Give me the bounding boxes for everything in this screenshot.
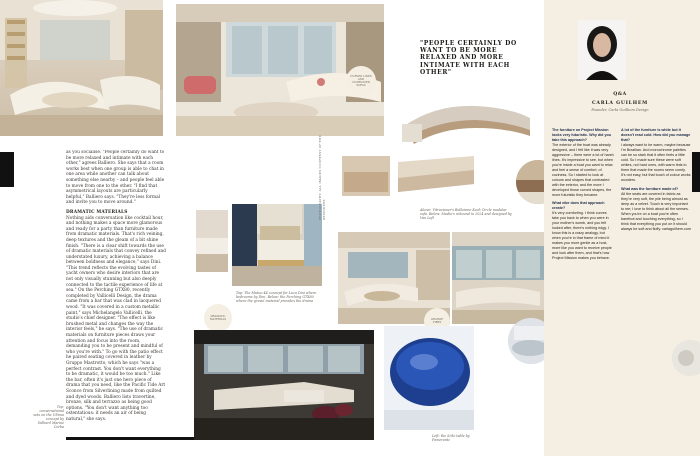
living-illustration: [196, 210, 228, 272]
blue-table-photo: [384, 326, 474, 430]
yacht-lounge-photo: [194, 330, 374, 440]
lounge-photo: [0, 0, 163, 136]
portrait-illustration: [578, 20, 626, 80]
bedroom-photo: [232, 204, 322, 286]
qa-header: [560, 92, 680, 112]
bedroom-caption: Top: The Mutuo 44 concept for Luca Dini where bedrooms by Dini. Below: the Perching GTX80 where the gravel material provides the drama: [236, 291, 317, 304]
left-body-column: [66, 150, 166, 430]
curved-sofa-photo: [396, 86, 536, 146]
answer-1: The exterior of the boat was already designed, and I felt like it was very aggressive – there were a lot of harsh lines. It's impressive to see, but when you're inside a boat you want to relax and feel a sense of comfort, of coziness. So I started to look at colours and shapes that contrasted with the exterior, and the more I developed those curved shapes, the more futuristic they became.: [552, 143, 614, 197]
qa-column-1: [552, 128, 614, 428]
question-4: What was the furniture made of?: [621, 187, 679, 191]
question-1: The furniture on Project Mission looks very futuristic. Why did you take this approach?: [552, 128, 612, 142]
left-black-bar: [0, 152, 14, 187]
blue-table-illustration: [384, 326, 474, 430]
qa-role: Founder, Carla Guilhem Design: [591, 108, 649, 112]
qa-column-2: [621, 128, 691, 428]
curved-sofa-illustration: [396, 86, 536, 146]
qa-label: Q&A: [613, 92, 627, 97]
answer-4: All the seats are covered in fabric as they're very soft, the pile being almost as deep as a velvet. Touch is very important to me; I love to think about all the senses. When you're on a boat you're often barefoot and touching everything, so I think that everything you put on it should always be soft and fluffy. carlaguilhem.com: [621, 192, 691, 231]
sofa-caption: Above: Vitruvianer's Belleisme Koch Circle modular sofa. Below: Studio's rebound in 2024 and designed by Van Loft: [420, 208, 512, 221]
intro-paragraph: as you socialise. "People certainly do want to be more relaxed and intimate with each other," agrees Balliero. She says that a room works best when one group is able to chat in one area while another can talk about something else nearby – and people feel able to move from one to the other. "I find that asymmetrical layouts are particularly helpful," Balliero says. "They're less formal and invite you to move around.": [66, 150, 165, 206]
question-2: What vibe does that approach create?: [552, 201, 605, 210]
modular-sofa-illustration: [338, 152, 478, 204]
answer-2: It's very comforting. I think curves take you back to when you were in your mother's womb, and you felt looked after, there's nothing edgy. I know this is a crazy analogy, but when you're in that frame of mind it makes you more gentle as a host, more like you want to receive people and look after them, and that's how Project Mission makes you behave.: [552, 211, 612, 260]
pull-quote: "PEOPLE CERTAINLY DO WANT TO BE MORE RELAXED AND MORE INTIMATE WITH EACH OTHER": [420, 40, 517, 76]
dramatic-materials-badge: DRAMATIC MATERIALS: [204, 304, 232, 332]
question-3: A lot of the furniture is white but it doesn't read cold. How did you manage that?: [621, 128, 691, 142]
wide-interior-photo: [452, 232, 544, 324]
wide-interior-illustration: [452, 232, 544, 324]
right-black-bar: [692, 152, 700, 192]
lounge-illustration: [0, 0, 163, 136]
living-photo: [196, 210, 228, 272]
designer-portrait: [578, 20, 626, 80]
qa-name: CARLA GUILHEM: [591, 101, 649, 106]
table-caption: Left: the Sirlo table by Pomerantz: [432, 434, 470, 443]
yacht-lounge-illustration: [194, 330, 374, 440]
product-thumbnail: [672, 340, 700, 376]
bottom-left-caption: Top: conversational sets on the Ultima concept by Sidhard Marine Corba: [33, 405, 64, 430]
dramatic-materials-body: Nothing aids conversation like cocktail hour, and nothing makes a space more glamorous and ready for a party than furniture made from dramatic materials. That's rich veining, deep textures and the gleam of a bit shine finish. "There is a clear shift towards the use of dramatic materials that convey refined and understated luxury, achieving a balance between boldness and elegance," says Dini. "This trend reflects the evolving tastes of yacht owners who desire interiors that are not only visually stunning but also deeply connected to the tactile experience of life at sea." On the Perching GTX80, recently completed by Vallicelli Design, the drama came from a bar that was clad in lacquered wood. "It was covered in a custom metallic paint," says Michelangelo Vallicelli, the studio's chief designer. "The effect is like brushed metal and changes the way the interior feels," he says. "The use of dramatic materials on furniture pieces draws your attention and focus into the room, demanding you to be present and mindful of who you're with." To go with the patio effect he paired seating covered in leather by Gruppo Mastrotto, which he says "was a perfect contrast. You don't want everything to be dramatic, it would be too much." Like the bar, often it's just one hero piece of drama that you need, like the Pacific Tide Art Sconce from Silverlining made from quilted and dyed woods. Balliero lists travertine, bronze, silk and terrazzo as being good options. "You don't want anything too ostentatious: it needs an air of being natural," she says.: [66, 215, 166, 422]
product-thumbnail-illustration: [672, 340, 700, 376]
answer-3: I always want to be warm, maybe because I'm Brazilian. And monochrome palettes can be so stark that it often feels a little cold. So I made sure these were soft whites, not hard ones, with warm tints to them that made the rooms seem comfy. It's not easy, but that touch of colour works wonders.: [621, 143, 691, 182]
curved-lines-badge: CURVED LINES AND CUSHIONED SOFAS: [346, 66, 376, 96]
grande-vibes-badge: GRANDE VIBES: [424, 308, 450, 334]
bedroom-illustration: [232, 204, 322, 286]
dramatic-materials-heading: DRAMATIC MATERIALS: [66, 209, 128, 215]
modular-sofa-photo: [338, 152, 478, 204]
side-credit: PHOTOGRAPHY: ALL IMAGES COURTESY OF THE DESIGNERS: [318, 134, 327, 220]
